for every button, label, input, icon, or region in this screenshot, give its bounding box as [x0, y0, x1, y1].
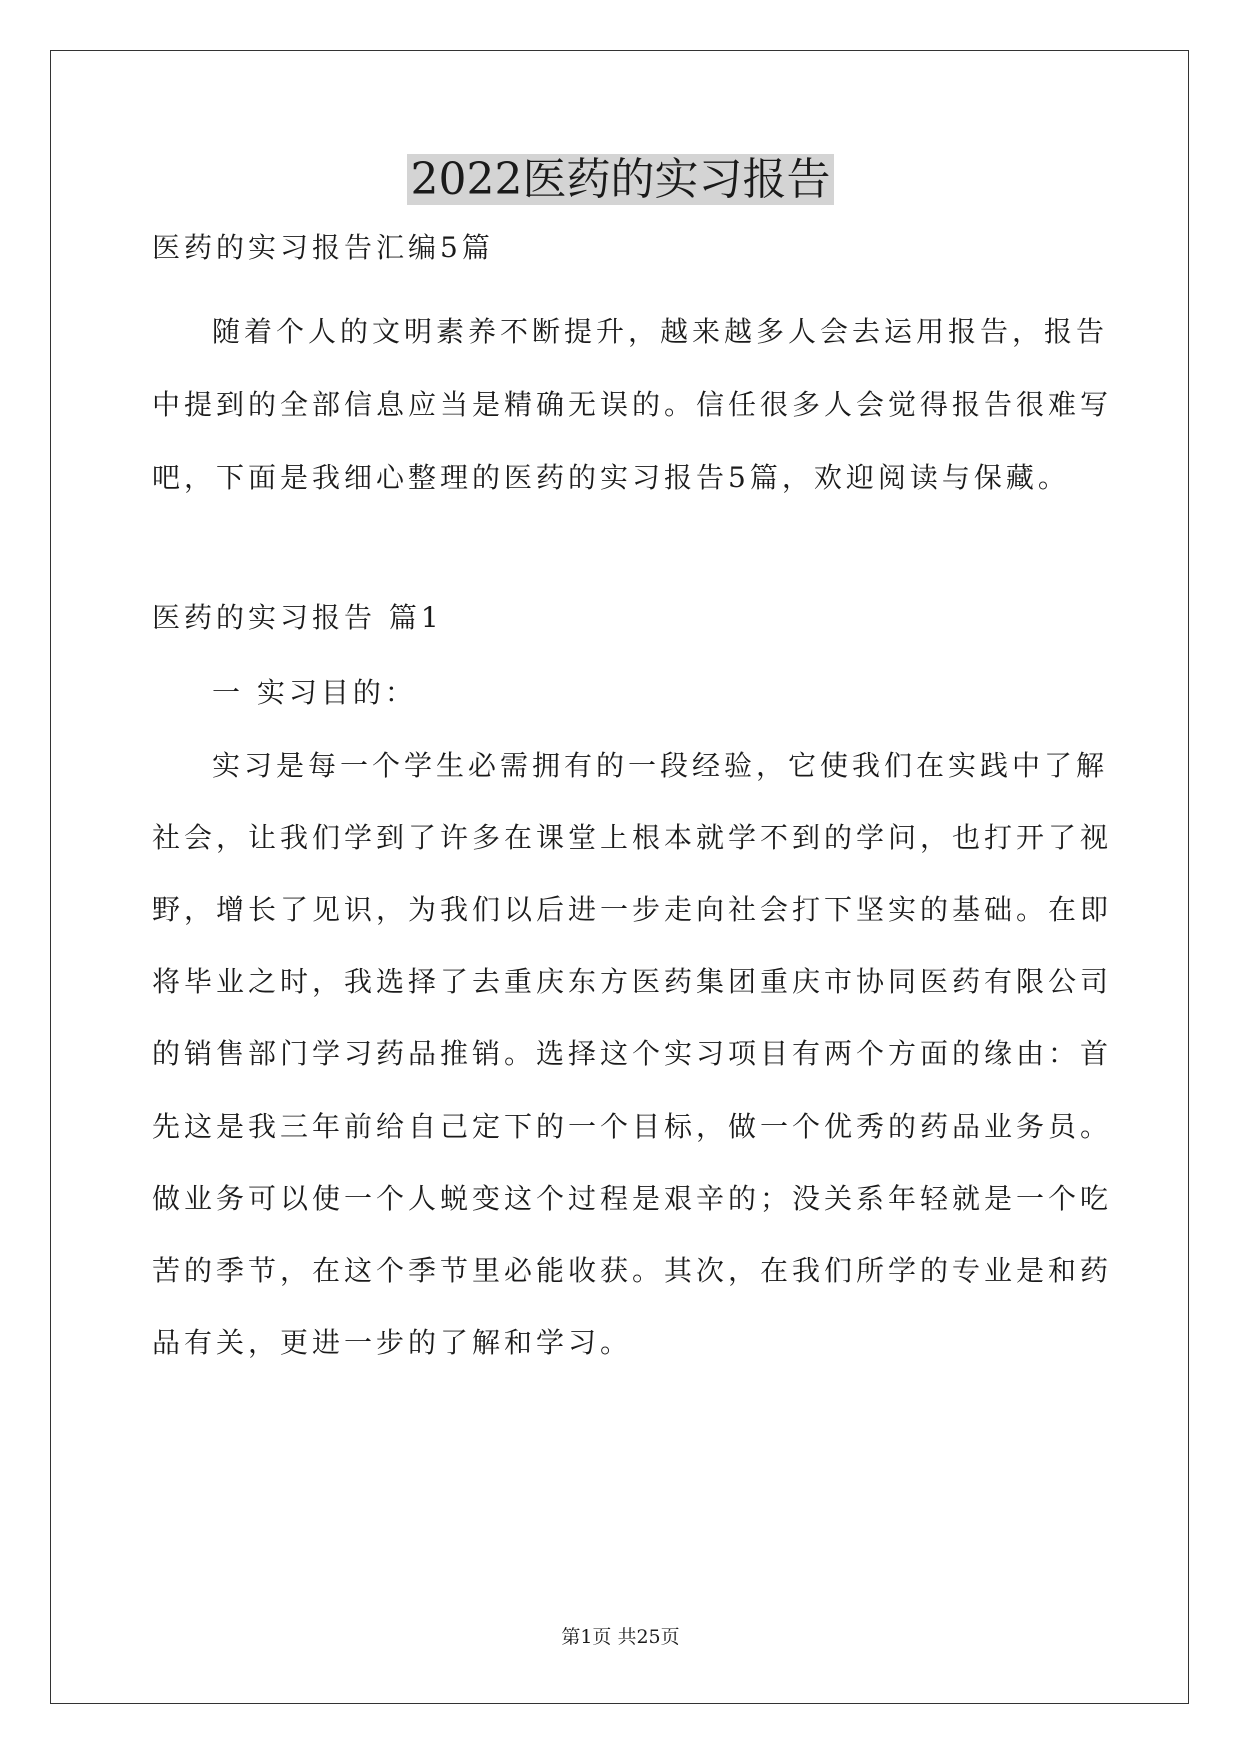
body-line-8: 苦的季节，在这个季节里必能收获。其次，在我们所学的专业是和药	[152, 1254, 1113, 1287]
body-line-4: 将毕业之时，我选择了去重庆东方医药集团重庆市协同医药有限公司	[152, 965, 1113, 998]
body-line-7: 做业务可以使一个人蜕变这个过程是艰辛的；没关系年轻就是一个吃	[152, 1182, 1113, 1215]
body-line-1: 实习是每一个学生必需拥有的一段经验，它使我们在实践中了解	[212, 749, 1109, 782]
page-border	[50, 50, 1189, 1704]
collection-subtitle: 医药的实习报告汇编5篇	[152, 231, 494, 264]
intro-line-2: 中提到的全部信息应当是精确无误的。信任很多人会觉得报告很难写	[152, 388, 1113, 421]
page-footer: 第1页 共25页	[561, 1626, 680, 1648]
body-line-6: 先这是我三年前给自己定下的一个目标，做一个优秀的药品业务员。	[152, 1110, 1113, 1143]
intro-line-1: 随着个人的文明素养不断提升，越来越多人会去运用报告，报告	[212, 315, 1109, 348]
body-line-2: 社会，让我们学到了许多在课堂上根本就学不到的学问，也打开了视	[152, 821, 1113, 854]
body-line-3: 野，增长了见识，为我们以后进一步走向社会打下坚实的基础。在即	[152, 893, 1113, 926]
subsection-heading: 一 实习目的：	[212, 676, 417, 709]
section-heading: 医药的实习报告 篇1	[152, 601, 443, 634]
document-title	[0, 148, 1241, 212]
body-line-9: 品有关，更进一步的了解和学习。	[152, 1326, 633, 1359]
title-text: 2022医药的实习报告	[407, 154, 835, 205]
intro-line-3: 吧，下面是我细心整理的医药的实习报告5篇，欢迎阅读与保藏。	[152, 461, 1070, 494]
body-line-5: 的销售部门学习药品推销。选择这个实习项目有两个方面的缘由：首	[152, 1037, 1113, 1070]
